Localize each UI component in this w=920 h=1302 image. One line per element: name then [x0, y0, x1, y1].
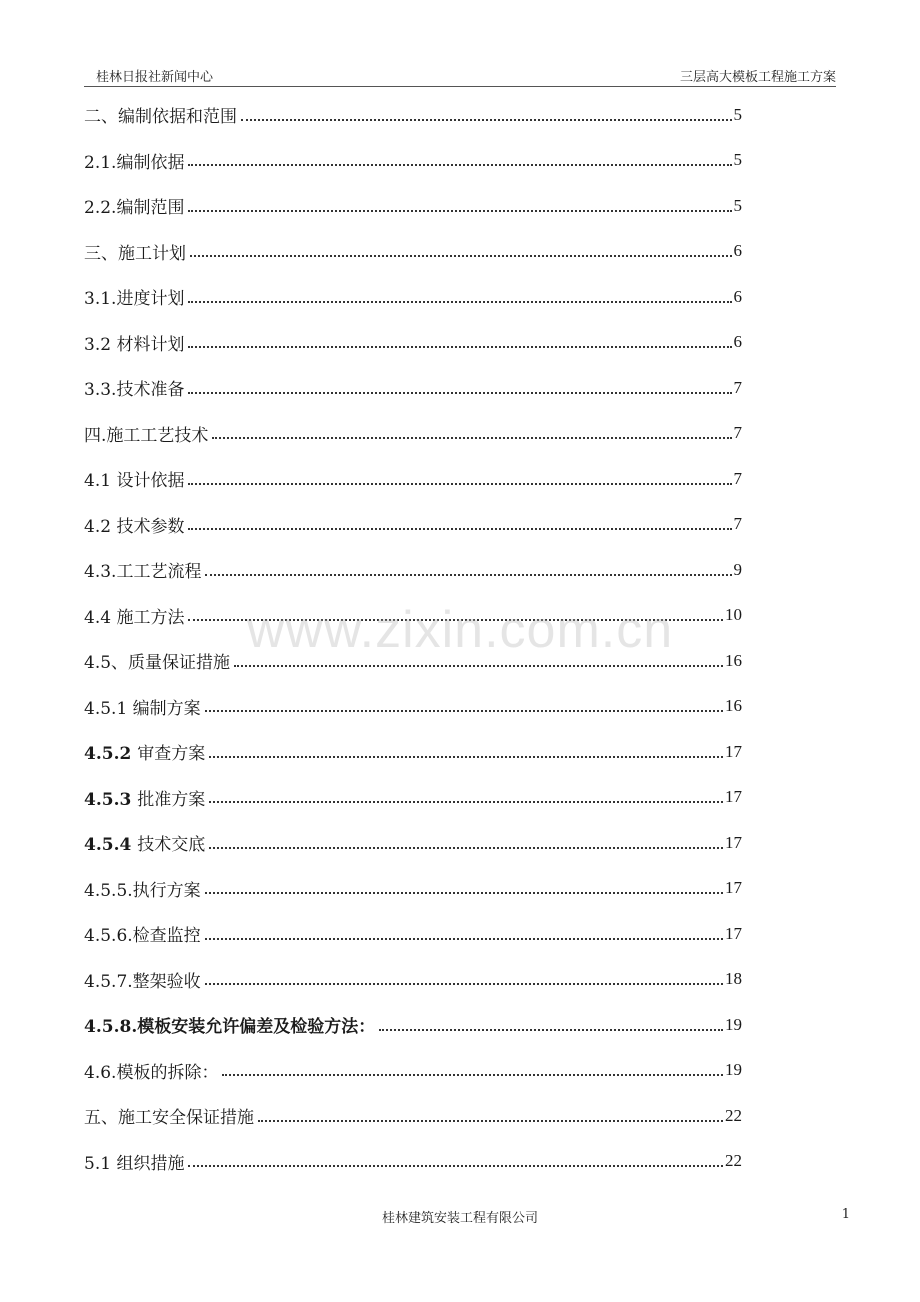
toc-entry-title: 批准方案 — [137, 789, 206, 810]
toc-entry-label — [84, 557, 201, 582]
toc-entry[interactable] — [84, 684, 742, 730]
toc-entry[interactable] — [84, 411, 742, 457]
toc-entry[interactable] — [84, 775, 742, 821]
toc-entry[interactable] — [84, 1093, 742, 1139]
toc-entry-label — [84, 830, 205, 855]
toc-dot-leader — [205, 924, 723, 944]
toc-entry-number: 4.5.5. — [84, 880, 133, 901]
toc-entry-title: 进度计划 — [116, 289, 185, 310]
toc-dot-leader — [258, 1106, 723, 1126]
toc-entry[interactable] — [84, 1002, 742, 1048]
toc-dot-leader — [188, 469, 731, 489]
toc-entry-number: 2.2. — [84, 198, 117, 219]
toc-dot-leader — [205, 560, 731, 580]
toc-entry-page: 6 — [733, 241, 742, 261]
toc-entry-number: 4.5 — [84, 653, 112, 674]
toc-entry[interactable] — [84, 138, 742, 184]
toc-entry-number: 4.5.1 — [84, 698, 133, 719]
toc-entry-label — [84, 1058, 218, 1083]
toc-dot-leader — [205, 969, 723, 989]
toc-entry-page: 22 — [725, 1151, 742, 1171]
toc-entry-label — [84, 284, 184, 309]
toc-entry-page: 16 — [725, 696, 742, 716]
toc-dot-leader — [379, 1015, 723, 1035]
toc-entry-number: 4.5.8. — [84, 1017, 138, 1038]
toc-dot-leader — [209, 742, 723, 762]
toc-entry-page: 7 — [733, 377, 742, 397]
toc-entry-label — [84, 239, 186, 264]
toc-entry[interactable] — [84, 320, 742, 366]
toc-entry-title: 、质量保证措施 — [111, 653, 231, 674]
toc-entry-number: 4.4 — [84, 607, 117, 628]
toc-entry-title: 二、编制依据和范围 — [84, 107, 237, 128]
toc-entry-number: 4.5.6. — [84, 926, 133, 947]
header-left-text: 桂林日报社新闻中心 — [96, 70, 214, 85]
toc-entry[interactable] — [84, 1139, 742, 1185]
toc-entry-number: 3.2 — [84, 334, 117, 355]
toc-entry[interactable] — [84, 274, 742, 320]
toc-entry-number: 4.5.4 — [84, 835, 138, 856]
toc-dot-leader — [188, 150, 731, 170]
toc-entry-label — [84, 603, 184, 628]
toc-dot-leader — [188, 605, 723, 625]
toc-entry-page: 5 — [733, 195, 742, 215]
toc-entry-number: 4.5.7. — [84, 971, 133, 992]
toc-entry-label — [84, 102, 237, 127]
toc-entry-title: 技术交底 — [137, 835, 206, 856]
toc-entry-number: 3.3. — [84, 380, 117, 401]
toc-entry-label — [84, 148, 184, 173]
toc-entry-page: 17 — [725, 832, 742, 852]
toc-entry-page: 19 — [725, 1014, 742, 1034]
toc-entry-label — [84, 512, 184, 537]
toc-entry-title: 施工方法 — [116, 607, 185, 628]
toc-entry-label — [84, 921, 201, 946]
toc-entry-title: 模板安装允许偏差及检验方法： — [137, 1017, 376, 1038]
page-header — [84, 64, 836, 87]
toc-entry[interactable] — [84, 1048, 742, 1094]
toc-entry-title: 四.施工工艺技术 — [84, 425, 209, 446]
toc-entry-label — [84, 421, 208, 446]
toc-entry-label — [84, 375, 184, 400]
toc-entry[interactable] — [84, 547, 742, 593]
toc-entry[interactable] — [84, 456, 742, 502]
toc-entry-page: 7 — [733, 423, 742, 443]
toc-entry-page: 7 — [733, 468, 742, 488]
toc-entry-label — [84, 330, 184, 355]
toc-entry-title: 设计依据 — [116, 471, 185, 492]
toc-entry[interactable] — [84, 957, 742, 1003]
footer-company: 桂林建筑安装工程有限公司 — [381, 1211, 538, 1226]
toc-entry-page: 6 — [733, 286, 742, 306]
toc-entry-title: 编制方案 — [132, 698, 201, 719]
toc-entry-label — [84, 1012, 375, 1037]
toc-entry-title: 材料计划 — [116, 334, 185, 355]
footer-page-number: 1 — [841, 1207, 850, 1222]
toc-dot-leader — [205, 878, 723, 898]
toc-entry-title: 执行方案 — [132, 880, 201, 901]
toc-entry-title: 技术准备 — [116, 380, 185, 401]
toc-entry[interactable] — [84, 229, 742, 275]
toc-dot-leader — [212, 423, 731, 443]
toc-entry-page: 17 — [725, 787, 742, 807]
toc-entry-number: 4.5.3 — [84, 789, 138, 810]
toc-entry-label — [84, 739, 205, 764]
toc-dot-leader — [222, 1060, 723, 1080]
toc-entry-title: 编制范围 — [116, 198, 185, 219]
toc-entry-number: 4.1 — [84, 471, 117, 492]
toc-entry[interactable] — [84, 729, 742, 775]
toc-entry-number: 4.6. — [84, 1062, 117, 1083]
toc-dot-leader — [205, 696, 723, 716]
toc-entry-label — [84, 466, 184, 491]
toc-entry-page: 10 — [725, 605, 742, 625]
toc-entry[interactable] — [84, 92, 742, 138]
table-of-contents — [84, 92, 742, 1184]
toc-entry-title: 检查监控 — [132, 926, 201, 947]
toc-dot-leader — [241, 105, 732, 125]
toc-entry-label — [84, 1149, 184, 1174]
toc-entry[interactable] — [84, 638, 742, 684]
toc-dot-leader — [209, 833, 723, 853]
toc-dot-leader — [188, 1151, 723, 1171]
toc-entry[interactable] — [84, 593, 742, 639]
toc-entry-label — [84, 876, 201, 901]
toc-entry-number: 5.1 — [84, 1153, 117, 1174]
toc-entry-title: 技术参数 — [116, 516, 185, 537]
toc-dot-leader — [188, 287, 731, 307]
toc-entry-number: 2.1. — [84, 152, 117, 173]
toc-entry-label — [84, 785, 205, 810]
toc-entry-page: 17 — [725, 741, 742, 761]
toc-entry-number: 4.2 — [84, 516, 117, 537]
toc-entry-title: 组织措施 — [116, 1153, 185, 1174]
toc-entry-label — [84, 648, 230, 673]
toc-entry-number: 4.5.2 — [84, 744, 138, 765]
watermark: www.zixin.com.cn — [246, 601, 674, 659]
toc-entry-title: 审查方案 — [137, 744, 206, 765]
toc-entry-page: 7 — [733, 514, 742, 534]
toc-entry-page: 5 — [733, 104, 742, 124]
toc-entry[interactable] — [84, 183, 742, 229]
toc-entry[interactable] — [84, 365, 742, 411]
toc-entry-page: 16 — [725, 650, 742, 670]
toc-entry-page: 19 — [725, 1060, 742, 1080]
toc-entry-label — [84, 1103, 254, 1128]
toc-entry-page: 6 — [733, 332, 742, 352]
toc-entry-page: 17 — [725, 878, 742, 898]
toc-dot-leader — [188, 378, 731, 398]
toc-entry-number: 4.3. — [84, 562, 117, 583]
toc-dot-leader — [188, 196, 731, 216]
toc-entry-title: 编制依据 — [116, 152, 185, 173]
header-right-text: 三层高大模板工程施工方案 — [679, 70, 836, 85]
toc-dot-leader — [234, 651, 723, 671]
toc-entry-page: 18 — [725, 969, 742, 989]
toc-entry-title: 模板的拆除： — [116, 1062, 219, 1083]
toc-entry-page: 5 — [733, 150, 742, 170]
toc-dot-leader — [188, 514, 731, 534]
toc-entry-label — [84, 967, 201, 992]
toc-entry[interactable] — [84, 911, 742, 957]
toc-entry-page: 9 — [733, 559, 742, 579]
toc-entry-title: 整架验收 — [132, 971, 201, 992]
toc-entry-number: 3.1. — [84, 289, 117, 310]
toc-entry[interactable] — [84, 866, 742, 912]
toc-entry-label — [84, 193, 184, 218]
toc-entry-title: 工工艺流程 — [116, 562, 202, 583]
toc-dot-leader — [188, 332, 731, 352]
toc-entry-label — [84, 694, 201, 719]
toc-entry-title: 五、施工安全保证措施 — [84, 1108, 254, 1129]
toc-entry-page: 17 — [725, 923, 742, 943]
toc-dot-leader — [190, 241, 732, 261]
toc-entry[interactable] — [84, 502, 742, 548]
toc-entry-title: 三、施工计划 — [84, 243, 186, 264]
toc-dot-leader — [209, 787, 723, 807]
toc-entry-page: 22 — [725, 1105, 742, 1125]
toc-entry[interactable] — [84, 820, 742, 866]
